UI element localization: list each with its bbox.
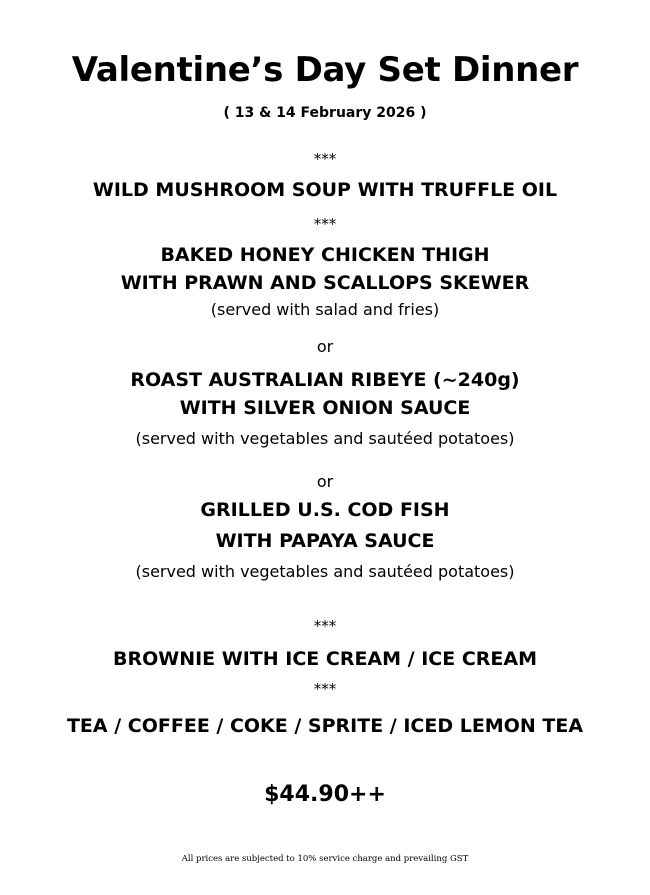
separator: *** xyxy=(313,150,337,168)
dessert-course: BROWNIE WITH ICE CREAM / ICE CREAM xyxy=(112,648,537,670)
drinks-course: TEA / COFFEE / COKE / SPRITE / ICED LEMON TEA xyxy=(66,715,584,737)
main-option-1-line-1: BAKED HONEY CHICKEN THIGH xyxy=(160,244,490,266)
main-option-3-note: (served with vegetables and sautéed potatoes) xyxy=(135,562,515,581)
main-option-2-note: (served with vegetables and sautéed potatoes) xyxy=(135,429,515,448)
or-label: or xyxy=(316,337,334,356)
separator: *** xyxy=(313,680,337,698)
price-footnote: All prices are subjected to 10% service charge and prevailing GST xyxy=(181,854,469,864)
main-option-2-line-1: ROAST AUSTRALIAN RIBEYE (~240g) xyxy=(130,369,520,391)
separator: *** xyxy=(313,617,337,635)
page-title: Valentine’s Day Set Dinner xyxy=(71,50,579,90)
main-option-2-line-2: WITH SILVER ONION SAUCE xyxy=(179,397,471,419)
soup-course: WILD MUSHROOM SOUP WITH TRUFFLE OIL xyxy=(92,179,558,201)
main-option-1-line-2: WITH PRAWN AND SCALLOPS SKEWER xyxy=(120,272,530,294)
set-price: $44.90++ xyxy=(264,782,386,807)
event-dates: ( 13 & 14 February 2026 ) xyxy=(223,105,427,121)
separator: *** xyxy=(313,215,337,233)
main-option-1-note: (served with salad and fries) xyxy=(210,300,440,319)
main-option-3-line-1: GRILLED U.S. COD FISH xyxy=(200,499,450,521)
main-option-3-line-2: WITH PAPAYA SAUCE xyxy=(215,530,435,552)
or-label: or xyxy=(316,472,334,491)
